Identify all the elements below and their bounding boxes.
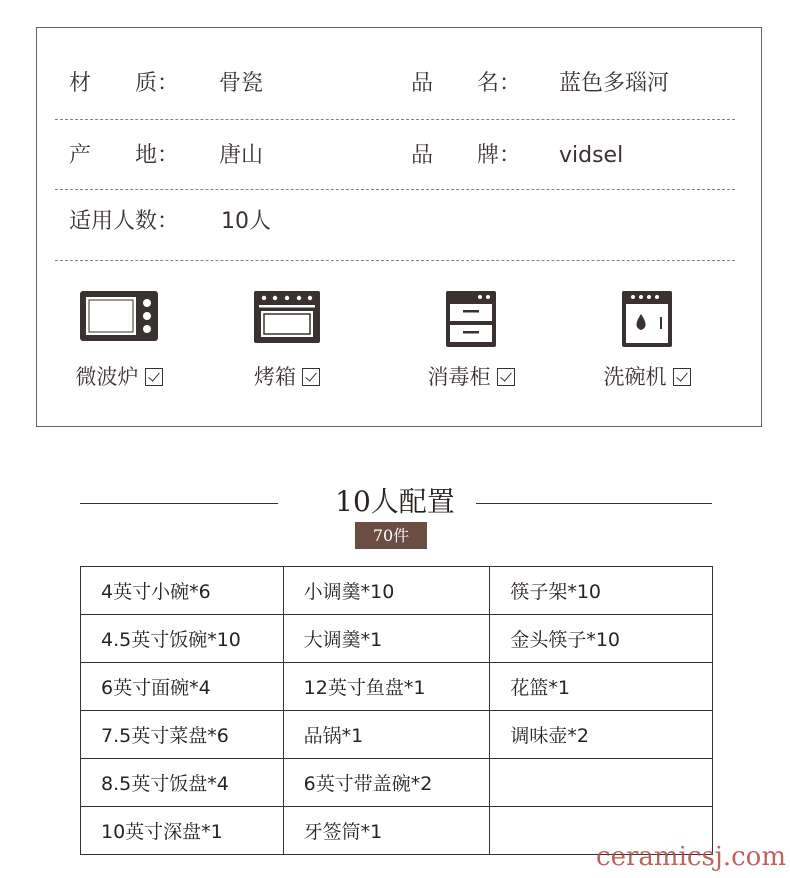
checkbox-checked-icon: [497, 368, 515, 386]
oven-icon: [253, 290, 321, 344]
table-cell: 小调羹*10: [283, 567, 490, 615]
table-cell: 12英寸鱼盘*1: [283, 663, 490, 711]
appliance-sterilizer: [401, 290, 541, 400]
brand-label: 品 牌：: [411, 143, 522, 168]
table-cell: 筷子架*10: [490, 567, 713, 615]
brand-value: vidsel: [559, 143, 624, 168]
dishwasher-icon: [621, 290, 673, 348]
material-value: 骨瓷: [219, 71, 264, 96]
table-cell: 10英寸深盘*1: [81, 807, 284, 855]
appliance-microwave: [49, 290, 189, 400]
table-cell: [490, 759, 713, 807]
table-row: [81, 711, 713, 759]
table-cell: 品锅*1: [283, 711, 490, 759]
spec-row-origin-brand: [37, 136, 761, 176]
table-cell: 牙签筒*1: [283, 807, 490, 855]
checkbox-checked-icon: [302, 368, 320, 386]
table-cell: 调味壶*2: [490, 711, 713, 759]
table-cell: 7.5英寸菜盘*6: [81, 711, 284, 759]
table-row: [81, 567, 713, 615]
table-cell: 大调羹*1: [283, 615, 490, 663]
table-row: [81, 759, 713, 807]
piece-count-badge: 70件: [355, 522, 427, 549]
people-value: 10人: [221, 209, 271, 234]
origin-value: 唐山: [219, 143, 264, 168]
spec-panel: [36, 27, 762, 427]
table-row: [81, 615, 713, 663]
appliance-oven: [217, 290, 357, 400]
sterilizer-cabinet-icon: [445, 290, 497, 348]
table-cell: 6英寸面碗*4: [81, 663, 284, 711]
checkbox-checked-icon: [145, 368, 163, 386]
table-cell: 8.5英寸饭盘*4: [81, 759, 284, 807]
appliance-label: 烤箱: [217, 362, 357, 392]
microwave-icon: [79, 290, 159, 342]
appliance-label: 消毒柜: [401, 362, 541, 392]
checkbox-checked-icon: [673, 368, 691, 386]
name-label: 品 名：: [411, 71, 522, 96]
name-value: 蓝色多瑙河: [559, 71, 670, 96]
spec-row-people: [37, 202, 761, 242]
table-cell: 4英寸小碗*6: [81, 567, 284, 615]
table-row: [81, 663, 713, 711]
appliance-label: 洗碗机: [577, 362, 717, 392]
watermark: ceramicsj.com: [596, 842, 786, 872]
spec-row-material-name: [37, 64, 761, 104]
divider: [55, 119, 735, 120]
divider: [55, 189, 735, 190]
appliance-label: 微波炉: [49, 362, 189, 392]
material-label: 材 质：: [69, 71, 180, 96]
table-cell: 金头筷子*10: [490, 615, 713, 663]
items-table: [80, 566, 713, 855]
table-cell: 6英寸带盖碗*2: [283, 759, 490, 807]
people-label: 适用人数：: [69, 209, 180, 234]
divider: [55, 260, 735, 261]
config-title: 10人配置: [335, 485, 455, 518]
table-cell: 4.5英寸饭碗*10: [81, 615, 284, 663]
table-cell: 花篮*1: [490, 663, 713, 711]
appliance-dishwasher: [577, 290, 717, 400]
origin-label: 产 地：: [69, 143, 180, 168]
title-rule-right: [476, 503, 712, 504]
